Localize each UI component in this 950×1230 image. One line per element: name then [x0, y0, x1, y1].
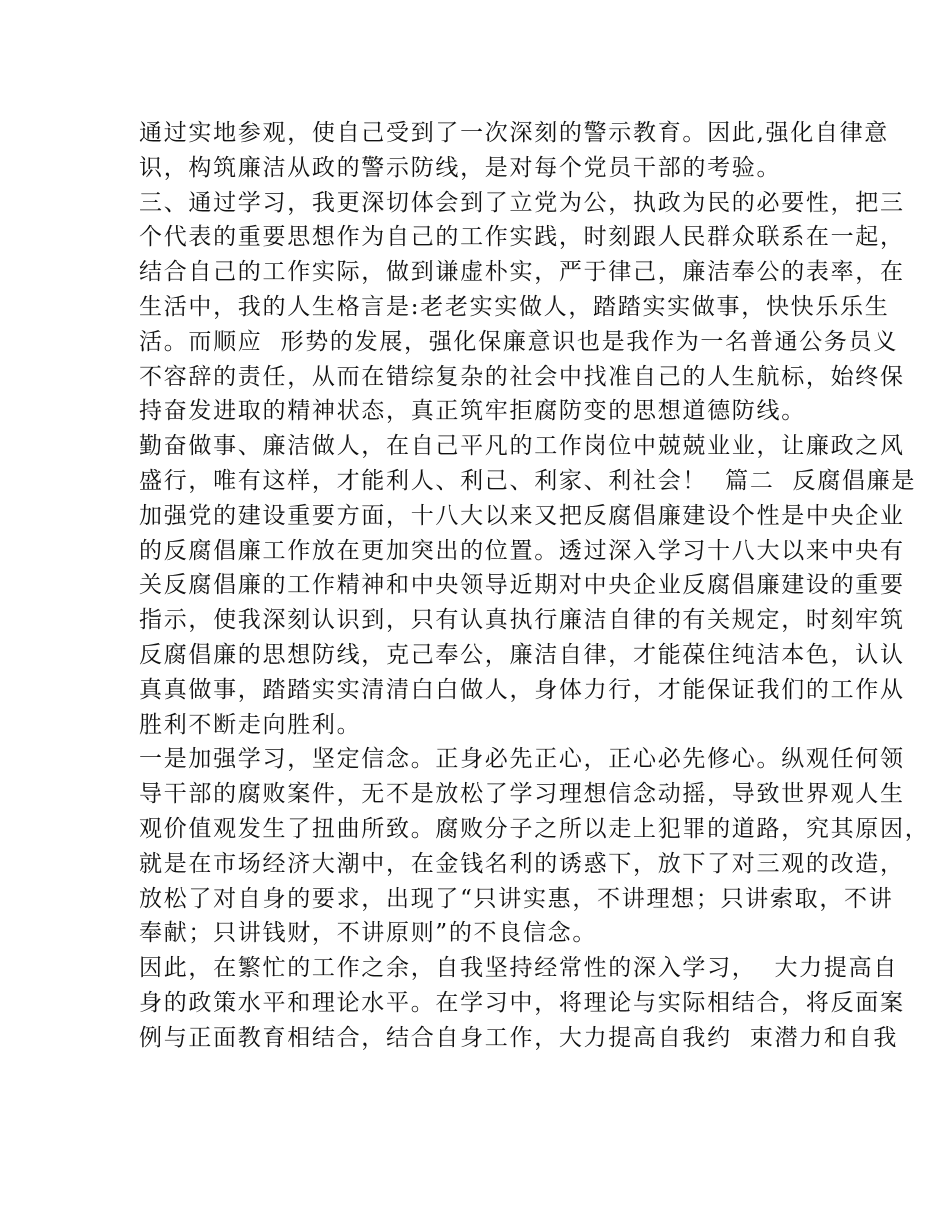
text-line: 就是在市场经济大潮中，在金钱名利的诱惑下，放下了对三观的改造，: [139, 850, 905, 877]
text-line: 加强党的建设重要方面，十八大以来又把反腐倡廉建设个性是中央企业: [139, 502, 905, 529]
text-line: 反腐倡廉的思想防线，克己奉公，廉洁自律，才能葆住纯洁本色，认认: [139, 641, 905, 668]
text-line: 导干部的腐败案件，无不是放松了学习理想信念动摇，导致世界观人生: [139, 781, 905, 808]
text-line: 身的政策水平和理论水平。在学习中，将理论与实际相结合，将反面案: [139, 989, 905, 1016]
text-line: 活。而顺应 形势的发展，强化保廉意识也是我作为一名普通公务员义: [139, 328, 899, 355]
text-line: 盛行，唯有这样，才能利人、利己、利家、利社会！ 篇二 反腐倡廉是: [139, 467, 917, 494]
text-line: 奉献；只讲钱财，不讲原则”的不良信念。: [139, 920, 598, 947]
text-line: 个代表的重要思想作为自己的工作实践，时刻跟人民群众联系在一起，: [139, 224, 905, 251]
text-line: 持奋发进取的精神状态，真正筑牢拒腐防变的思想道德防线。: [139, 398, 806, 425]
text-line: 真真做事，踏踏实实清清白白做人，身体力行，才能保证我们的工作从: [139, 676, 905, 703]
text-line: 识，构筑廉洁从政的警示防线，是对每个党员干部的考验。: [139, 154, 782, 181]
text-line: 通过实地参观，使自己受到了一次深刻的警示教育。因此,强化自律意: [139, 120, 890, 146]
text-line: 观价值观发生了扭曲所致。腐败分子之所以走上犯罪的道路，究其原因，: [139, 815, 930, 842]
text-line: 例与正面教育相结合，结合自身工作，大力提高自我约 束潜力和自我: [139, 1024, 899, 1051]
text-line: 关反腐倡廉的工作精神和中央领导近期对中央企业反腐倡廉建设的重要: [139, 572, 905, 599]
document-body: [139, 116, 930, 1056]
text-line: 三、通过学习，我更深切体会到了立党为公，执政为民的必要性，把三: [139, 189, 905, 216]
text-line: 指示，使我深刻认识到，只有认真执行廉洁自律的有关规定，时刻牢筑: [139, 607, 905, 634]
text-line: 因此，在繁忙的工作之余，自我坚持经常性的深入学习， 大力提高自: [139, 955, 899, 982]
text-line: 胜利不断走向胜利。: [139, 711, 362, 738]
text-line: 不容辞的责任，从而在错综复杂的社会中找准自己的人生航标，始终保: [139, 363, 905, 390]
text-line: 生活中，我的人生格言是:老老实实做人，踏踏实实做事，快快乐乐生: [139, 293, 890, 320]
text-line: 勤奋做事、廉洁做人，在自己平凡的工作岗位中兢兢业业，让廉政之风: [139, 433, 905, 460]
text-line: 的反腐倡廉工作放在更加突出的位置。透过深入学习十八大以来中央有: [139, 537, 905, 564]
text-line: 放松了对自身的要求，出现了“只讲实惠，不讲理想；只讲索取，不讲: [139, 885, 894, 912]
text-line: 一是加强学习，坚定信念。正身必先正心，正心必先修心。纵观任何领: [139, 746, 905, 773]
text-line: 结合自己的工作实际，做到谦虚朴实，严于律己，廉洁奉公的表率，在: [139, 259, 905, 286]
